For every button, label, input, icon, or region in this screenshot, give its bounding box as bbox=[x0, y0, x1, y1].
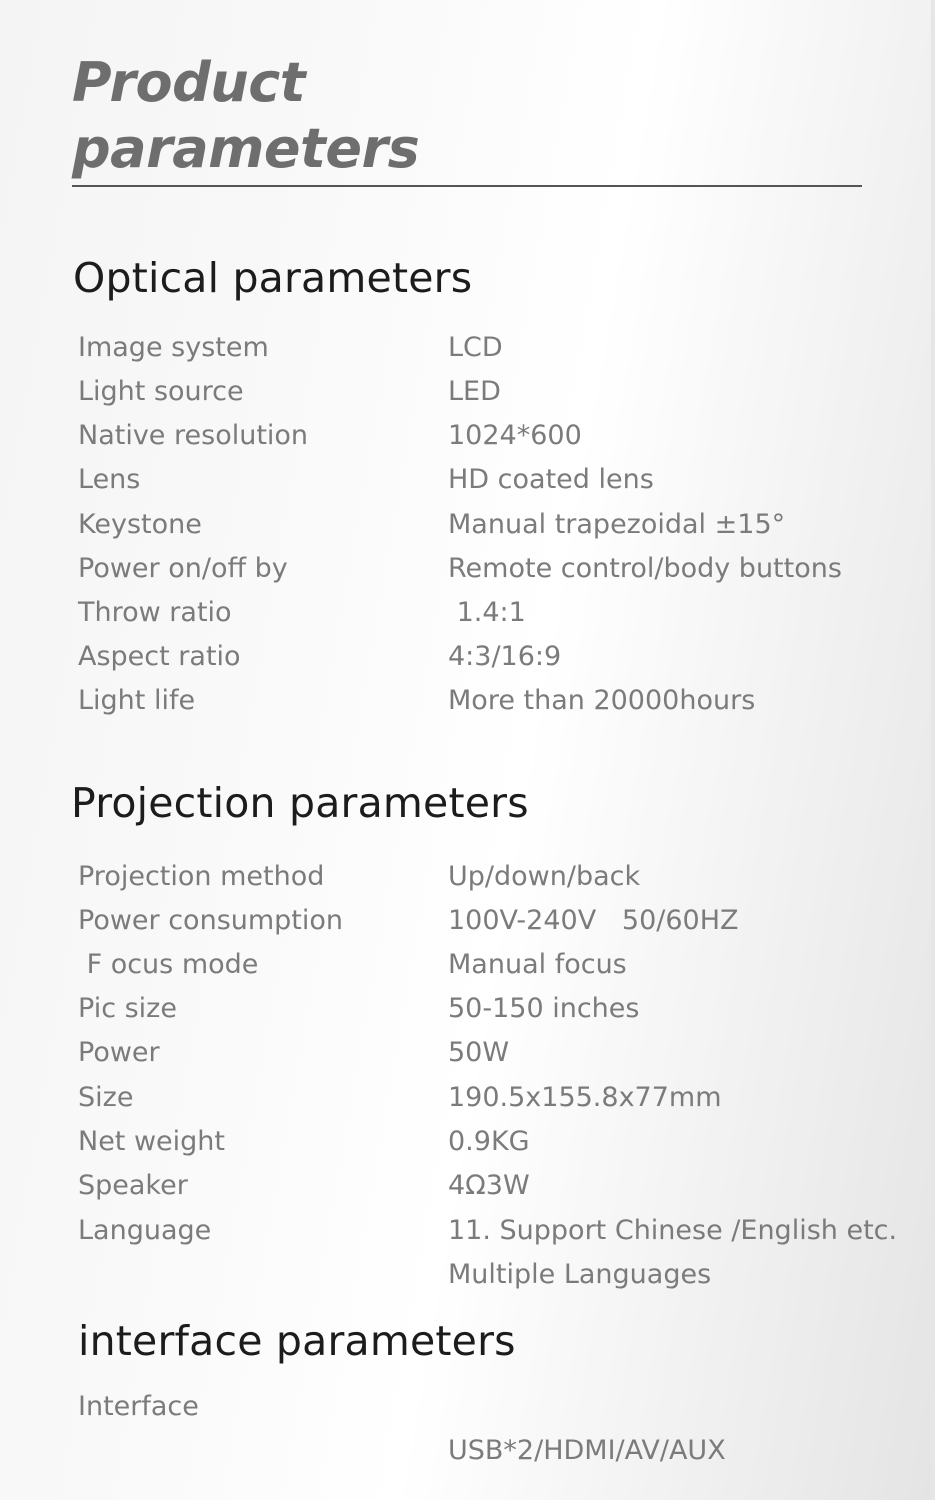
spec-value: LCD bbox=[448, 332, 503, 363]
spec-label: Light source bbox=[78, 376, 244, 407]
spec-row-language bbox=[78, 1211, 908, 1251]
spec-label: Keystone bbox=[78, 509, 202, 540]
spec-row-keystone bbox=[78, 505, 908, 545]
spec-label: Light life bbox=[78, 685, 196, 716]
spec-label: Native resolution bbox=[78, 420, 309, 451]
spec-value: 100V-240V 50/60HZ bbox=[448, 905, 739, 936]
spec-row-light-life bbox=[78, 681, 908, 721]
spec-row-native-resolution bbox=[78, 416, 908, 456]
spec-value: Remote control/body buttons bbox=[448, 553, 842, 584]
spec-row-projection-method bbox=[78, 857, 908, 897]
spec-value: 190.5x155.8x77mm bbox=[448, 1082, 722, 1113]
spec-row-image-system bbox=[78, 328, 908, 368]
spec-value: 4Ω3W bbox=[448, 1170, 530, 1201]
spec-label: Projection method bbox=[78, 861, 325, 892]
spec-value: 50-150 inches bbox=[448, 993, 640, 1024]
spec-label: Power consumption bbox=[78, 905, 344, 936]
spec-label: Size bbox=[78, 1082, 134, 1113]
spec-label: Power bbox=[78, 1037, 160, 1068]
spec-row-lens bbox=[78, 460, 908, 500]
page-title-line-1: Product bbox=[72, 51, 306, 114]
spec-value: 4:3/16:9 bbox=[448, 641, 562, 672]
spec-value: Up/down/back bbox=[448, 861, 641, 892]
interface-section-heading: interface parameters bbox=[78, 1317, 516, 1365]
spec-value: More than 20000hours bbox=[448, 685, 756, 716]
spec-label: Net weight bbox=[78, 1126, 226, 1157]
spec-value: HD coated lens bbox=[448, 464, 654, 495]
spec-value: 0.9KG bbox=[448, 1126, 530, 1157]
optical-section-heading: Optical parameters bbox=[73, 254, 473, 302]
spec-label: Image system bbox=[78, 332, 269, 363]
spec-label: Language bbox=[78, 1215, 212, 1246]
title-underline bbox=[72, 185, 862, 187]
spec-label: Aspect ratio bbox=[78, 641, 241, 672]
spec-label: Speaker bbox=[78, 1170, 188, 1201]
spec-value: Manual trapezoidal ±15° bbox=[448, 509, 786, 540]
spec-label: Pic size bbox=[78, 993, 177, 1024]
spec-value: 11. Support Chinese /English etc. bbox=[448, 1215, 898, 1246]
spec-value-interface: USB*2/HDMI/AV/AUX bbox=[448, 1435, 726, 1466]
spec-value: 1024*600 bbox=[448, 420, 582, 451]
spec-row-size bbox=[78, 1078, 908, 1118]
page-title-line-2: parameters bbox=[72, 117, 420, 180]
page-title bbox=[72, 50, 419, 182]
spec-row-pic-size bbox=[78, 989, 908, 1029]
spec-row-interface bbox=[78, 1387, 908, 1427]
spec-value-language-continuation: Multiple Languages bbox=[448, 1259, 712, 1290]
spec-row-aspect-ratio bbox=[78, 637, 908, 677]
spec-value: LED bbox=[448, 376, 501, 407]
spec-row-net-weight bbox=[78, 1122, 908, 1162]
spec-label: F ocus mode bbox=[78, 949, 259, 980]
spec-value: Manual focus bbox=[448, 949, 627, 980]
spec-row-speaker bbox=[78, 1166, 908, 1206]
spec-row-throw-ratio bbox=[78, 593, 908, 633]
spec-label: Throw ratio bbox=[78, 597, 232, 628]
spec-row-power bbox=[78, 1033, 908, 1073]
spec-row-light-source bbox=[78, 372, 908, 412]
spec-label: Interface bbox=[78, 1391, 199, 1422]
spec-row-focus-mode bbox=[78, 945, 908, 985]
spec-label: Lens bbox=[78, 464, 141, 495]
spec-label: Power on/off by bbox=[78, 553, 288, 584]
spec-row-power-consumption bbox=[78, 901, 908, 941]
spec-value: 1.4:1 bbox=[448, 597, 526, 628]
spec-row-power-on-off bbox=[78, 549, 908, 589]
spec-value: 50W bbox=[448, 1037, 510, 1068]
projection-section-heading: Projection parameters bbox=[71, 779, 529, 827]
